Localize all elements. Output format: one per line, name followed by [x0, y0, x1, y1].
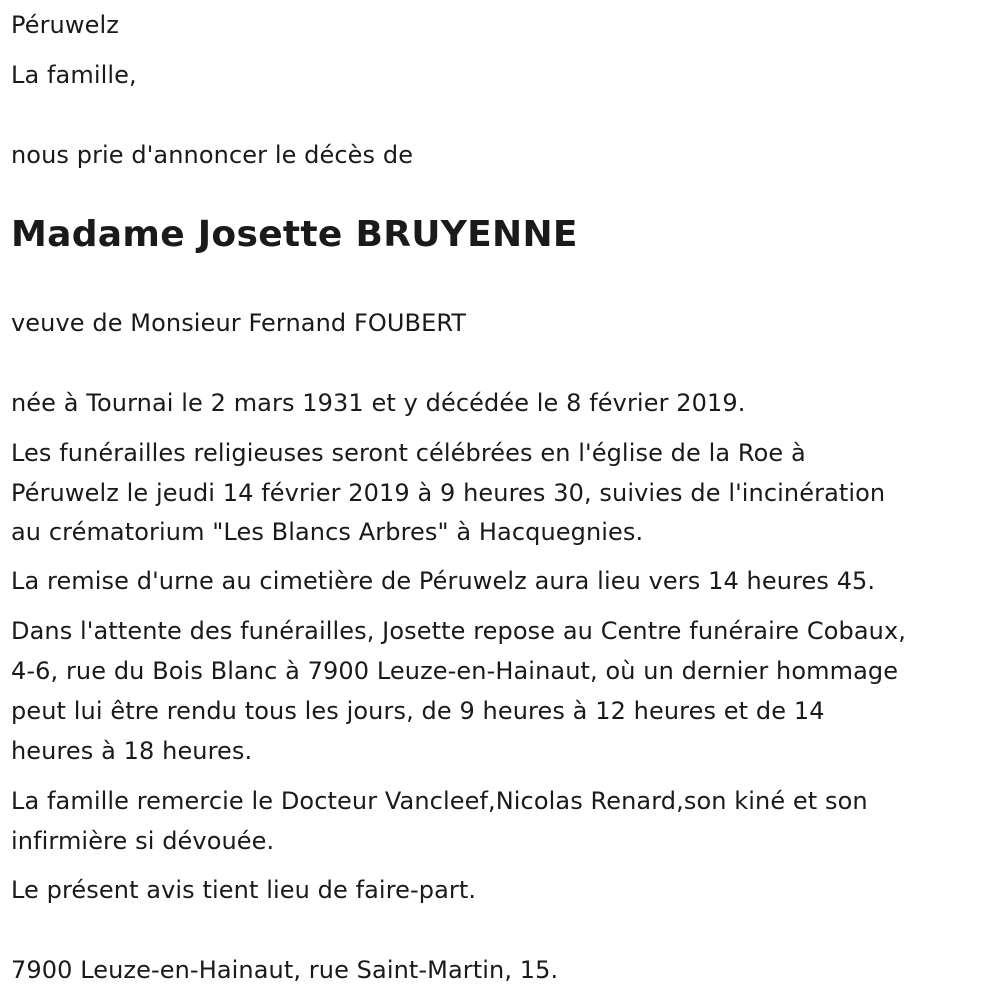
faire-part-text: Le présent avis tient lieu de faire-part. — [11, 876, 477, 904]
rest-line: peut lui être rendu tous les jours, de 9 heures à 12 heures et de 14 — [11, 697, 825, 725]
rest-line: heures à 18 heures. — [11, 737, 253, 765]
funeral-line: au crématorium "Les Blancs Arbres" à Hacquegnies. — [11, 518, 644, 546]
location-text: Péruwelz — [11, 11, 119, 39]
rest-line: Dans l'attente des funérailles, Josette repose au Centre funéraire Cobaux, — [11, 617, 907, 645]
address-text: 7900 Leuze-en-Hainaut, rue Saint-Martin, 15. — [11, 956, 559, 984]
spouse-text: veuve de Monsieur Fernand FOUBERT — [11, 309, 467, 337]
funeral-line: Les funérailles religieuses seront célébrées en l'église de la Roe à — [11, 439, 806, 467]
birth-death-text: née à Tournai le 2 mars 1931 et y décédée le 8 février 2019. — [11, 389, 746, 417]
deceased-name: Madame Josette BRUYENNE — [11, 214, 578, 255]
rest-line: 4-6, rue du Bois Blanc à 7900 Leuze-en-Hainaut, où un dernier hommage — [11, 657, 899, 685]
family-text: La famille, — [11, 61, 137, 89]
urn-text: La remise d'urne au cimetière de Péruwelz aura lieu vers 14 heures 45. — [11, 567, 876, 595]
announcement-text: nous prie d'annoncer le décès de — [11, 141, 414, 169]
thanks-line: infirmière si dévouée. — [11, 827, 275, 855]
funeral-line: Péruwelz le jeudi 14 février 2019 à 9 heures 30, suivies de l'incinération — [11, 479, 886, 507]
thanks-line: La famille remercie le Docteur Vancleef,Nicolas Renard,son kiné et son — [11, 787, 868, 815]
